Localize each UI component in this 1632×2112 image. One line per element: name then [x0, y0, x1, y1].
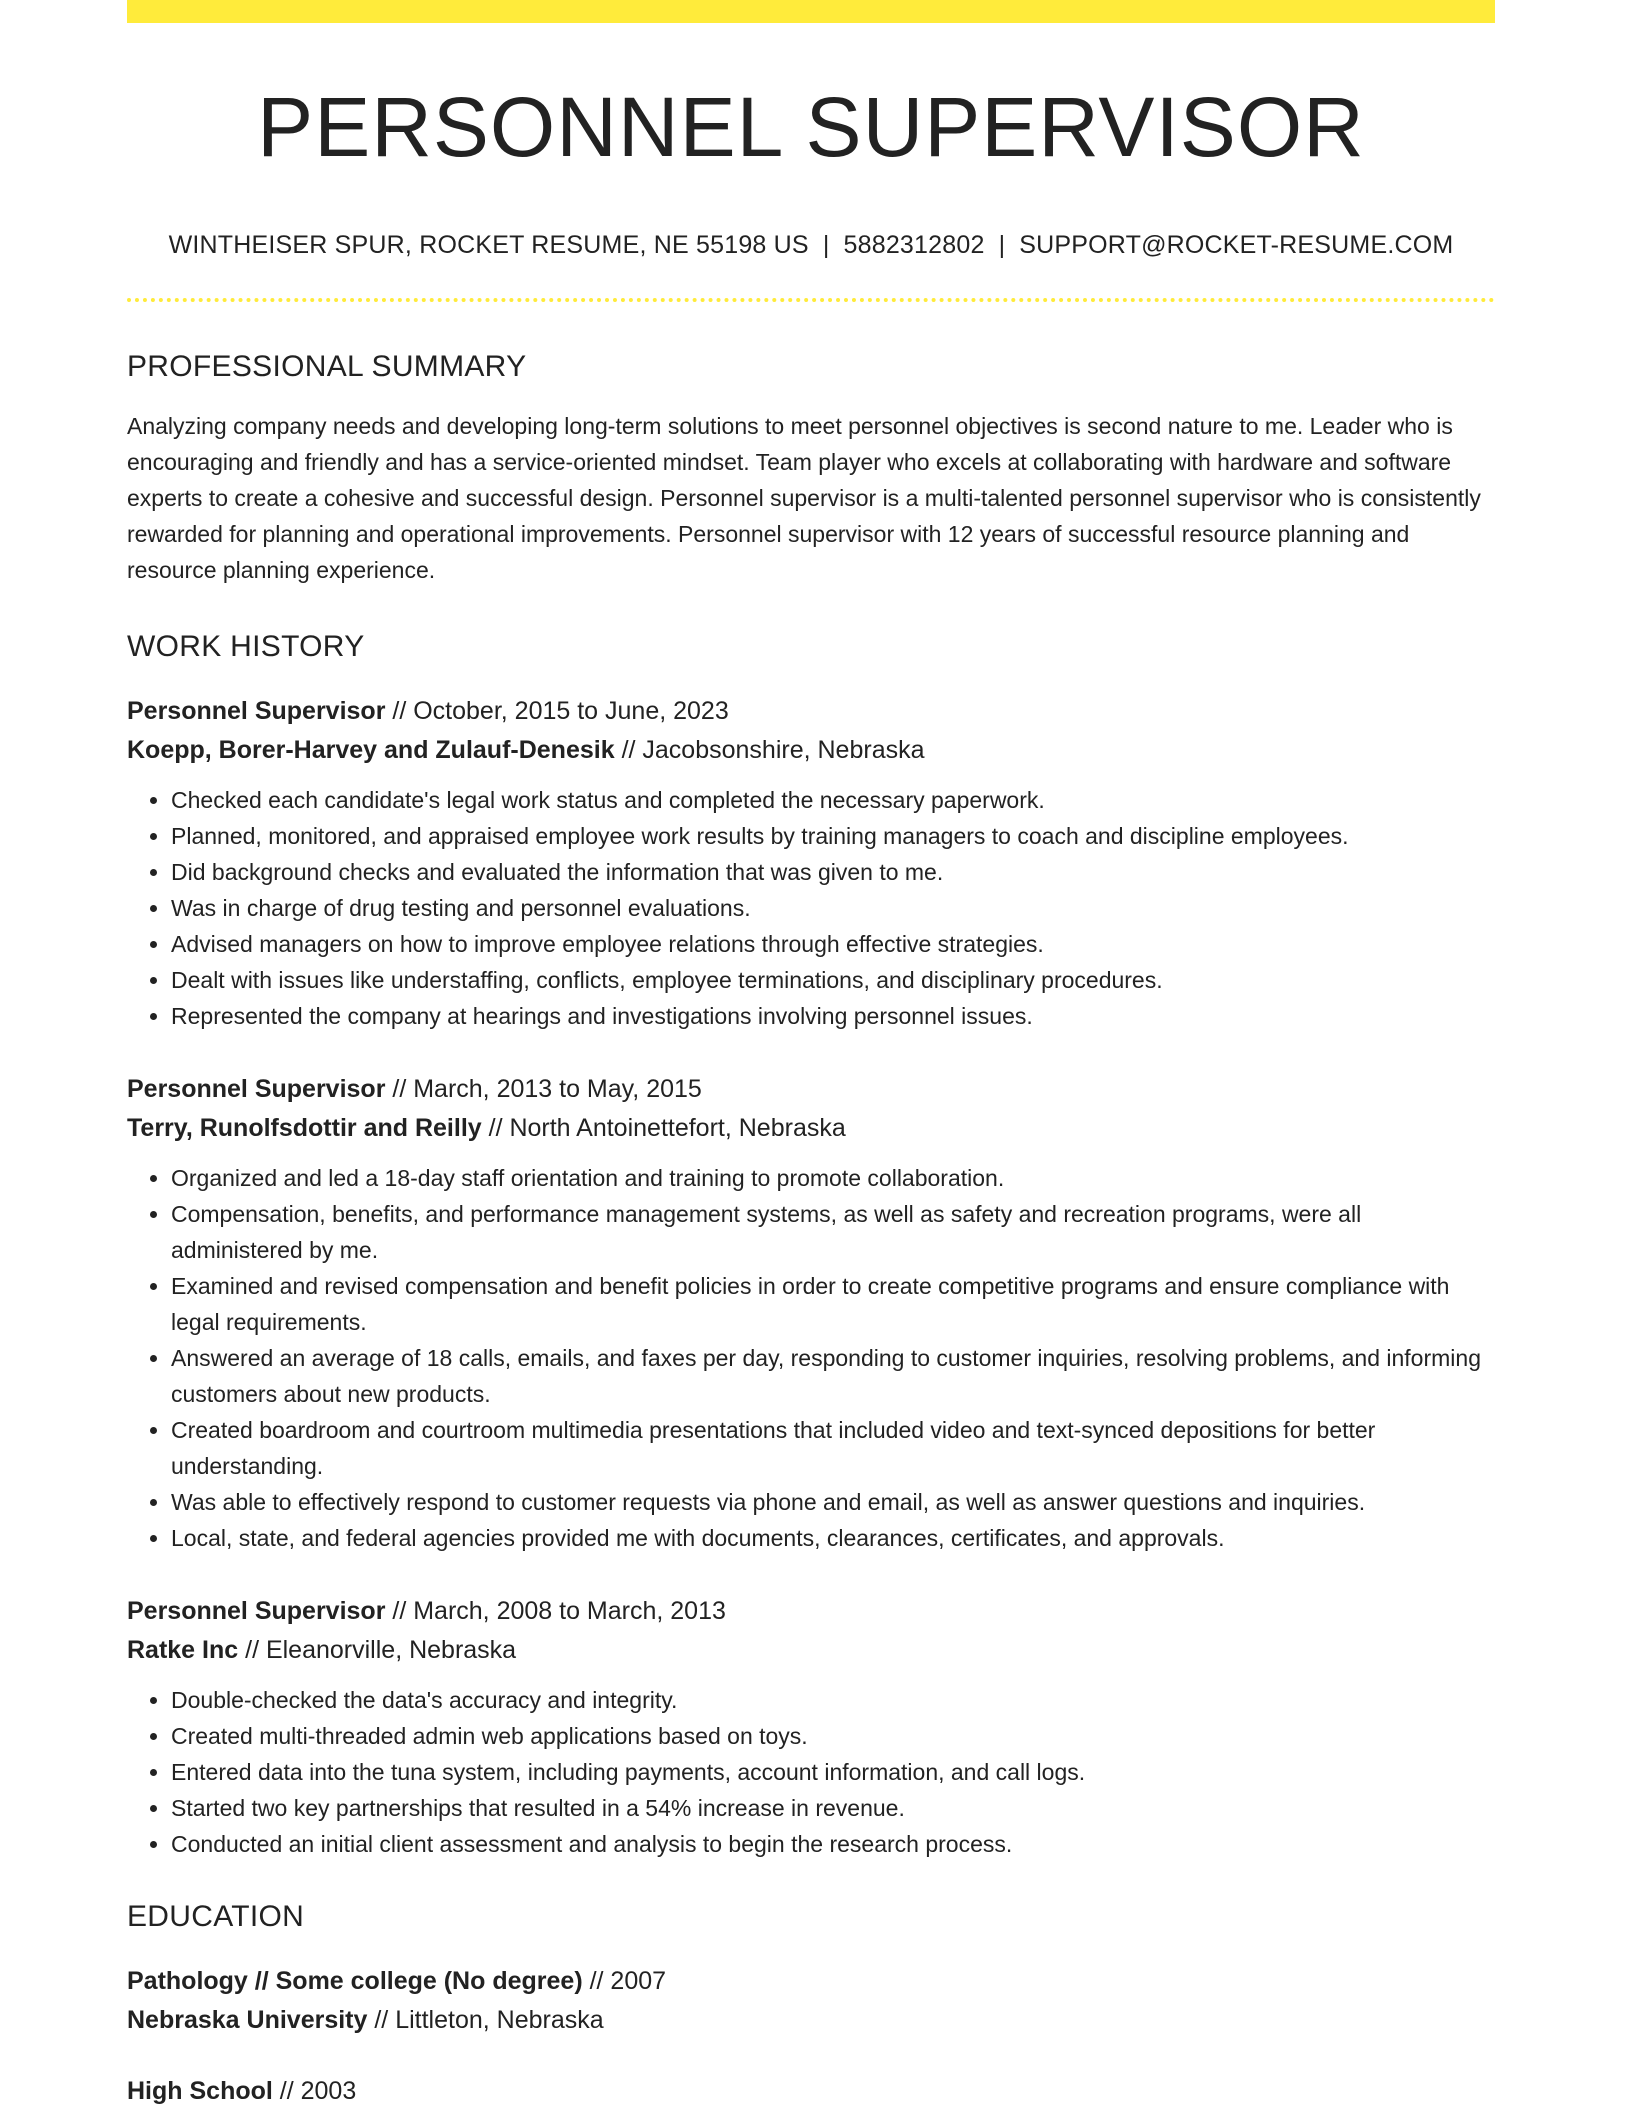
job-bullet: • Examined and revised compensation and benefit policies in order to create competitive programs and ensure compliance with legal requirements. [171, 1268, 1495, 1340]
job-company-line [127, 1631, 1495, 1670]
job-dates: // March, 2008 to March, 2013 [385, 1597, 726, 1626]
job-dates: // March, 2013 to May, 2015 [385, 1075, 702, 1104]
job-bullet: • Checked each candidate's legal work status and completed the necessary paperwork. [171, 782, 1495, 818]
contact-phone: 5882312802 [843, 231, 985, 260]
job-role: Personnel Supervisor [127, 1075, 386, 1104]
contact-email: SUPPORT@ROCKET-RESUME.COM [1019, 231, 1454, 260]
education-school: Nebraska University [127, 2006, 368, 2035]
job-bullet: • Dealt with issues like understaffing, conflicts, employee terminations, and disciplinary procedures. [171, 962, 1495, 998]
job-entry [127, 1070, 1495, 1556]
professional-summary-section [127, 350, 1495, 588]
section-title-summary: PROFESSIONAL SUMMARY [127, 350, 527, 384]
section-title-work: WORK HISTORY [127, 630, 365, 664]
job-bullet: • Did background checks and evaluated the information that was given to me. [171, 854, 1495, 890]
job-company-line [127, 731, 1495, 770]
resume-page [127, 0, 1495, 2111]
contact-separator: | [998, 231, 1006, 260]
job-bullet: • Created boardroom and courtroom multimedia presentations that included video and text-synced depositions for better understanding. [171, 1412, 1495, 1484]
job-company-line [127, 1109, 1495, 1148]
job-bullet: • Started two key partnerships that resulted in a 54% increase in revenue. [171, 1790, 1495, 1826]
job-bullet: • Planned, monitored, and appraised employee work results by training managers to coach and discipline employees. [171, 818, 1495, 854]
job-title-line [127, 692, 1495, 731]
education-year: // 2003 [272, 2077, 357, 2106]
job-bullet: • Was able to effectively respond to customer requests via phone and email, as well as answer questions and inquiries. [171, 1484, 1495, 1520]
job-bullet: • Represented the company at hearings and investigations involving personnel issues. [171, 998, 1495, 1034]
job-bullet: • Conducted an initial client assessment and analysis to begin the research process. [171, 1826, 1495, 1862]
education-location: // Littleton, Nebraska [367, 2006, 604, 2035]
job-bullet: • Answered an average of 18 calls, emails, and faxes per day, responding to customer inquiries, resolving problems, and informing customers about new products. [171, 1340, 1495, 1412]
job-company: Ratke Inc [127, 1636, 239, 1665]
job-company: Terry, Runolfsdottir and Reilly [127, 1114, 482, 1143]
summary-text: Analyzing company needs and developing long-term solutions to meet personnel objectives is second nature to me. Leader who is encouraging and friendly and has a service-oriented mindset. Team player who excels at collaborating with hardware and software experts to create a cohesive and successful design. Personnel supervisor is a multi-talented personnel supervisor who is consistently rewarded for planning and operational improvements. Personnel supervisor with 12 years of successful resource planning and resource planning experience. [127, 413, 1481, 584]
education-entry [127, 1962, 1495, 2040]
job-company: Koepp, Borer-Harvey and Zulauf-Denesik [127, 736, 615, 765]
education-degree-line [127, 1962, 1495, 2001]
accent-top-bar [127, 0, 1495, 23]
job-bullet: • Compensation, benefits, and performance management systems, as well as safety and recreation programs, were all administered by me. [171, 1196, 1495, 1268]
job-bullet: • Organized and led a 18-day staff orientation and training to promote collaboration. [171, 1160, 1495, 1196]
contact-line [127, 231, 1495, 260]
education-section [127, 1900, 1495, 2111]
job-bullet-list [127, 1160, 1495, 1556]
education-degree: High School [127, 2077, 273, 2106]
job-role: Personnel Supervisor [127, 1597, 386, 1626]
education-year: // 2007 [582, 1967, 667, 1996]
job-bullet: • Entered data into the tuna system, including payments, account information, and call logs. [171, 1754, 1495, 1790]
job-bullet: • Double-checked the data's accuracy and integrity. [171, 1682, 1495, 1718]
dotted-divider [127, 298, 1495, 302]
job-location: // Eleanorville, Nebraska [238, 1636, 517, 1665]
job-bullet: • Was in charge of drug testing and personnel evaluations. [171, 890, 1495, 926]
job-title-line [127, 1592, 1495, 1631]
job-location: // North Antoinettefort, Nebraska [481, 1114, 846, 1143]
job-role: Personnel Supervisor [127, 697, 386, 726]
job-entry [127, 1592, 1495, 1862]
job-bullet-list [127, 782, 1495, 1034]
education-degree-line [127, 2072, 1495, 2111]
job-title-line [127, 1070, 1495, 1109]
work-history-section [127, 630, 1495, 1862]
education-entry [127, 2072, 1495, 2111]
job-bullet: • Local, state, and federal agencies provided me with documents, clearances, certificates, and approvals. [171, 1520, 1495, 1556]
job-bullet: • Created multi-threaded admin web applications based on toys. [171, 1718, 1495, 1754]
section-title-education: EDUCATION [127, 1900, 305, 1934]
contact-separator: | [822, 231, 830, 260]
education-degree: Pathology // Some college (No degree) [127, 1967, 583, 1996]
job-location: // Jacobsonshire, Nebraska [614, 736, 925, 765]
education-school-line [127, 2001, 1495, 2040]
job-dates: // October, 2015 to June, 2023 [385, 697, 729, 726]
resume-name: PERSONNEL SUPERVISOR [257, 80, 1365, 174]
contact-address: WINTHEISER SPUR, ROCKET RESUME, NE 55198 US [168, 231, 809, 260]
job-entry [127, 692, 1495, 1034]
job-bullet-list [127, 1682, 1495, 1862]
job-bullet: • Advised managers on how to improve employee relations through effective strategies. [171, 926, 1495, 962]
